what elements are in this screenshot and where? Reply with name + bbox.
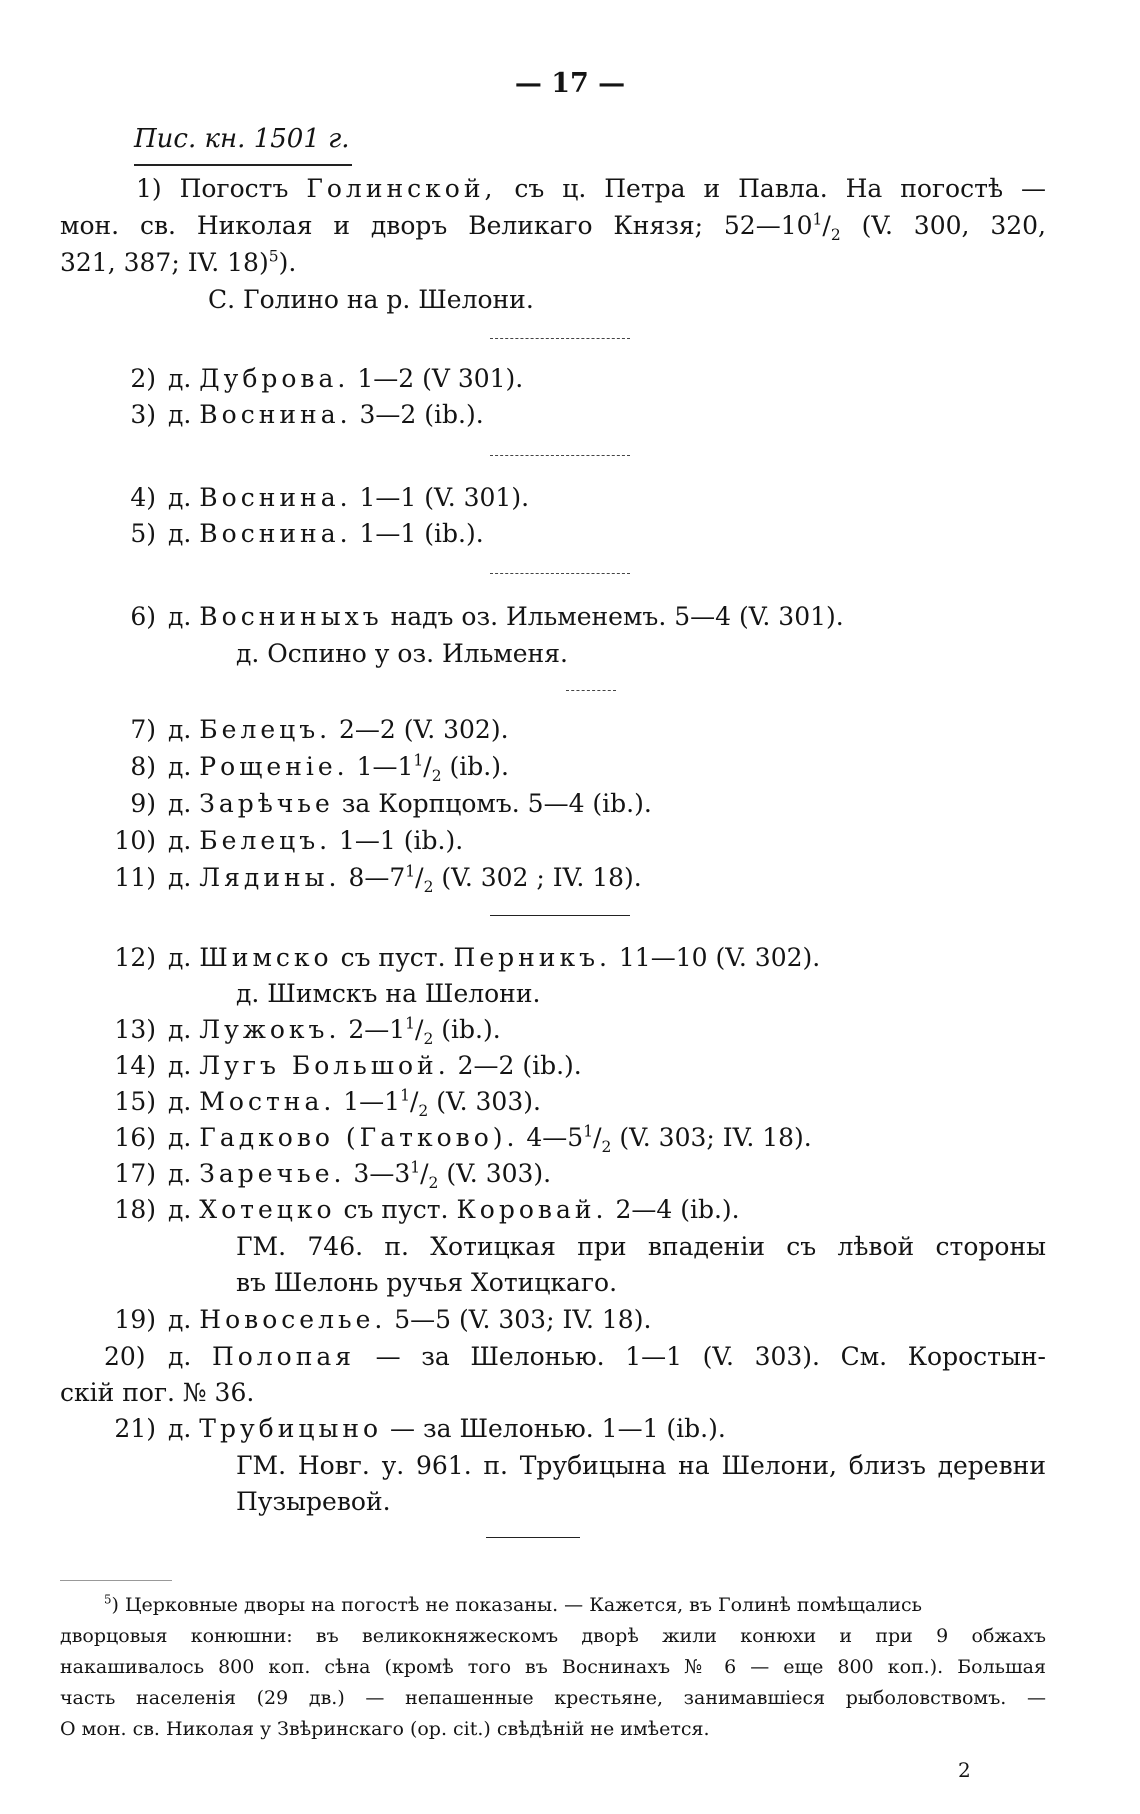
entry-text: съ пуст. (340, 943, 446, 972)
entry-number: 5) (130, 519, 156, 548)
entry-number: 15) (114, 1087, 156, 1116)
place-name: Гадково (Гатково). (199, 1123, 519, 1152)
entry-text: 4—5 (526, 1123, 584, 1152)
entry-number: 16) (114, 1123, 156, 1152)
entry-text: 5—5 (V. 303; IV. 18). (394, 1305, 652, 1334)
entry-text: — за Шелонью. 1—1 (ib.). (390, 1414, 726, 1443)
place-name: Голинской, (306, 174, 497, 203)
entry-18-note-2: въ Шелонь ручья Хотицкаго. (236, 1268, 618, 1297)
footnote-line-5: О мон. св. Николая у Звѣринскаго (op. cit.) свѣдѣній не имѣется. (60, 1718, 710, 1740)
place-name: Хотецко (199, 1195, 336, 1224)
entry-1-line-1 (136, 172, 1046, 206)
separator (490, 455, 630, 456)
place-name: Перникъ. (453, 943, 611, 972)
entry-number: 18) (114, 1195, 156, 1224)
entry-1-line-2 (60, 209, 1046, 243)
place-name: Дуброва. (199, 364, 350, 393)
entry-4 (104, 481, 529, 515)
entry-20-continuation: скій пог. № 36. (60, 1378, 255, 1407)
fraction-denominator: 2 (428, 1174, 439, 1192)
title-underline (134, 164, 352, 166)
entry-21-note-1: ГМ. Новг. у. 961. п. Трубицына на Шелони, близъ деревни (236, 1451, 1046, 1480)
place-name: Полопая (211, 1342, 356, 1371)
separator (490, 573, 630, 574)
entry-number: 11) (114, 863, 156, 892)
entry-type: д. (168, 1414, 192, 1443)
entry-9 (104, 787, 652, 821)
place-name: Новоселье. (199, 1305, 387, 1334)
entry-text: 1—1 (356, 752, 414, 781)
entry-8 (104, 750, 509, 784)
fraction-denominator: 2 (601, 1138, 612, 1156)
entry-text: (V. 302 ; IV. 18). (433, 863, 642, 892)
entry-text: 321, 387; IV. 18) (60, 248, 269, 277)
entry-text: ). (278, 248, 297, 277)
signature-mark: 2 (958, 1758, 971, 1782)
entry-type: д. (168, 1051, 192, 1080)
fraction-numerator: 1 (410, 1158, 421, 1177)
place-name: Белецъ. (199, 715, 332, 744)
entry-text: мон. св. Николая и дворъ Великаго Князя; 52—10 (60, 211, 813, 240)
fraction-denominator: 2 (830, 226, 841, 244)
entry-number: 20) (104, 1342, 146, 1371)
entry-type: д. (168, 1159, 192, 1188)
footnote-line-1 (104, 1590, 922, 1621)
place-name: Трубицыно (199, 1414, 383, 1443)
entry-number: 9) (130, 789, 156, 818)
entry-text: 11—10 (V. 302). (618, 943, 821, 972)
fraction-slash: / (415, 1015, 424, 1044)
page-number-header: — 17 — (514, 68, 626, 99)
entry-21 (104, 1412, 726, 1446)
fraction-denominator: 2 (423, 1030, 434, 1048)
footnote-ref: 5 (268, 247, 279, 266)
place-name: Воснина. (199, 519, 352, 548)
entry-type: д. (168, 364, 192, 393)
entry-type: д. (168, 863, 192, 892)
fraction-numerator: 1 (812, 210, 823, 229)
entry-text: 1—1 (343, 1087, 401, 1116)
entry-text: 2—2 (V. 302). (339, 715, 509, 744)
separator (490, 338, 630, 339)
place-name: Лугъ Большой. (199, 1051, 450, 1080)
entry-number: 10) (114, 826, 156, 855)
separator (490, 915, 630, 916)
entry-number: 13) (114, 1015, 156, 1044)
entry-text: 3—2 (ib.). (359, 400, 484, 429)
place-name: Заречье. (199, 1159, 346, 1188)
separator (566, 690, 616, 691)
entry-number: 7) (130, 715, 156, 744)
entry-number: 19) (114, 1305, 156, 1334)
entry-text: надъ оз. Ильменемъ. 5—4 (V. 301). (390, 602, 844, 631)
entry-type: д. (168, 400, 192, 429)
fraction-slash: / (415, 863, 424, 892)
entry-text: (ib.). (441, 752, 509, 781)
entry-number: 3) (130, 400, 156, 429)
entry-type: д. (168, 715, 192, 744)
fraction-numerator: 1 (405, 1014, 416, 1033)
footnote-rule (60, 1580, 172, 1581)
entry-1-note: С. Голино на р. Шелони. (208, 285, 534, 314)
fraction-slash: / (822, 211, 831, 240)
entry-6 (104, 600, 844, 634)
entry-number: 8) (130, 752, 156, 781)
fraction-numerator: 1 (583, 1122, 594, 1141)
entry-18 (104, 1193, 740, 1227)
fraction-denominator: 2 (418, 1102, 429, 1120)
entry-12-note: д. Шимскъ на Шелони. (236, 979, 541, 1008)
fraction-numerator: 1 (400, 1086, 410, 1105)
entry-type: д. (168, 789, 192, 818)
entry-7 (104, 713, 509, 747)
entry-3 (104, 398, 484, 432)
entry-number: 1) (136, 174, 162, 203)
entry-number: 2) (130, 364, 156, 393)
entry-20 (104, 1340, 1046, 1374)
entry-number: 6) (130, 602, 156, 631)
place-name: Воснина. (199, 483, 352, 512)
entry-text: 1—1 (ib.). (359, 519, 484, 548)
place-name: Лядины. (199, 863, 341, 892)
fraction-slash: / (593, 1123, 602, 1152)
entry-21-note-2: Пузыревой. (236, 1487, 391, 1516)
entry-type: д. (168, 752, 192, 781)
section-title: Пис. кн. 1501 г. (134, 124, 350, 154)
entry-type: д. (168, 519, 192, 548)
footnote-line-2: дворцовыя конюшни: въ великокняжескомъ дворѣ жили конюхи и при 9 обжахъ (60, 1625, 1046, 1647)
place-name: Белецъ. (199, 826, 332, 855)
entry-text: съ ц. Петра и Павла. На погостѣ — (514, 174, 1046, 203)
footnote-marker-paren: ) (111, 1594, 119, 1616)
entry-text: Погостъ (179, 174, 289, 203)
entry-number: 21) (114, 1414, 156, 1443)
entry-text: 3—3 (353, 1159, 411, 1188)
entry-type: д. (168, 483, 192, 512)
fraction-numerator: 1 (413, 751, 424, 770)
fraction-denominator: 2 (431, 767, 442, 785)
entry-text: — за Шелонью. 1—1 (V. 303). См. Коростын- (375, 1342, 1046, 1371)
entry-text: 8—7 (348, 863, 406, 892)
entry-text: (V. 303). (428, 1087, 541, 1116)
footnote-marker: 5 (104, 1592, 112, 1607)
entry-19 (104, 1303, 651, 1337)
entry-text: 2—1 (348, 1015, 406, 1044)
fraction-numerator: 1 (405, 862, 416, 881)
entry-13 (104, 1013, 501, 1047)
entry-15 (104, 1085, 541, 1119)
entry-number: 14) (114, 1051, 156, 1080)
footnote-line-4: часть населенія (29 дв.) — непашенные крестьяне, занимавшіеся рыболовствомъ. — (60, 1687, 1046, 1709)
fraction-slash: / (423, 752, 432, 781)
entry-17 (104, 1157, 551, 1191)
place-name: Рощеніе. (199, 752, 349, 781)
entry-text: 1—1 (V. 301). (359, 483, 530, 512)
place-name: Шимско (199, 943, 333, 972)
entry-type: д. (168, 1195, 192, 1224)
entry-number: 17) (114, 1159, 156, 1188)
entry-6-note: д. Оспино у оз. Ильменя. (236, 639, 568, 668)
entry-number: 12) (114, 943, 156, 972)
entry-type: д. (168, 943, 192, 972)
fraction-denominator: 2 (423, 878, 434, 896)
entry-text: (V. 300, 320, (840, 211, 1046, 240)
entry-text: (V. 303; IV. 18). (611, 1123, 812, 1152)
entry-12 (104, 941, 820, 975)
footnote-text: Церковные дворы на погостѣ не показаны. — Кажется, въ Голинѣ помѣщались (124, 1594, 922, 1616)
place-name: Восниныхъ (199, 602, 383, 631)
entry-type: д. (168, 602, 192, 631)
entry-type: д. (168, 1123, 192, 1152)
fraction-slash: / (409, 1087, 419, 1116)
fraction-slash: / (420, 1159, 429, 1188)
entry-text: за Корпцомъ. 5—4 (ib.). (341, 789, 652, 818)
entry-18-note-1: ГМ. 746. п. Хотицкая при впаденіи съ лѣвой стороны (236, 1232, 1046, 1261)
entry-type: д. (168, 1342, 192, 1371)
entry-type: д. (168, 1305, 192, 1334)
entry-text: 2—2 (ib.). (457, 1051, 582, 1080)
separator (486, 1537, 580, 1538)
entry-type: д. (168, 1015, 192, 1044)
entry-text: 2—4 (ib.). (615, 1195, 740, 1224)
place-name: Коровай. (456, 1195, 608, 1224)
entry-text: съ пуст. (343, 1195, 449, 1224)
entry-text: (ib.). (433, 1015, 501, 1044)
entry-5 (104, 517, 484, 551)
place-name: Мостна. (199, 1087, 336, 1116)
entry-14 (104, 1049, 582, 1083)
entry-1-line-3 (60, 246, 296, 280)
entry-10 (104, 824, 463, 858)
footnote-line-3: накашивалось 800 коп. сѣна (кромѣ того въ Воснинахъ № 6 — еще 800 коп.). Большая (60, 1656, 1046, 1678)
entry-2 (104, 362, 523, 396)
entry-text: 1—2 (V 301). (357, 364, 524, 393)
entry-type: д. (168, 1087, 192, 1116)
place-name: Воснина. (199, 400, 352, 429)
entry-16 (104, 1121, 812, 1155)
entry-number: 4) (130, 483, 156, 512)
place-name: Лужокъ. (199, 1015, 341, 1044)
place-name: Зарѣчье (199, 789, 334, 818)
entry-type: д. (168, 826, 192, 855)
entry-text: (V. 303). (438, 1159, 552, 1188)
entry-11 (104, 861, 642, 895)
entry-text: 1—1 (ib.). (339, 826, 464, 855)
